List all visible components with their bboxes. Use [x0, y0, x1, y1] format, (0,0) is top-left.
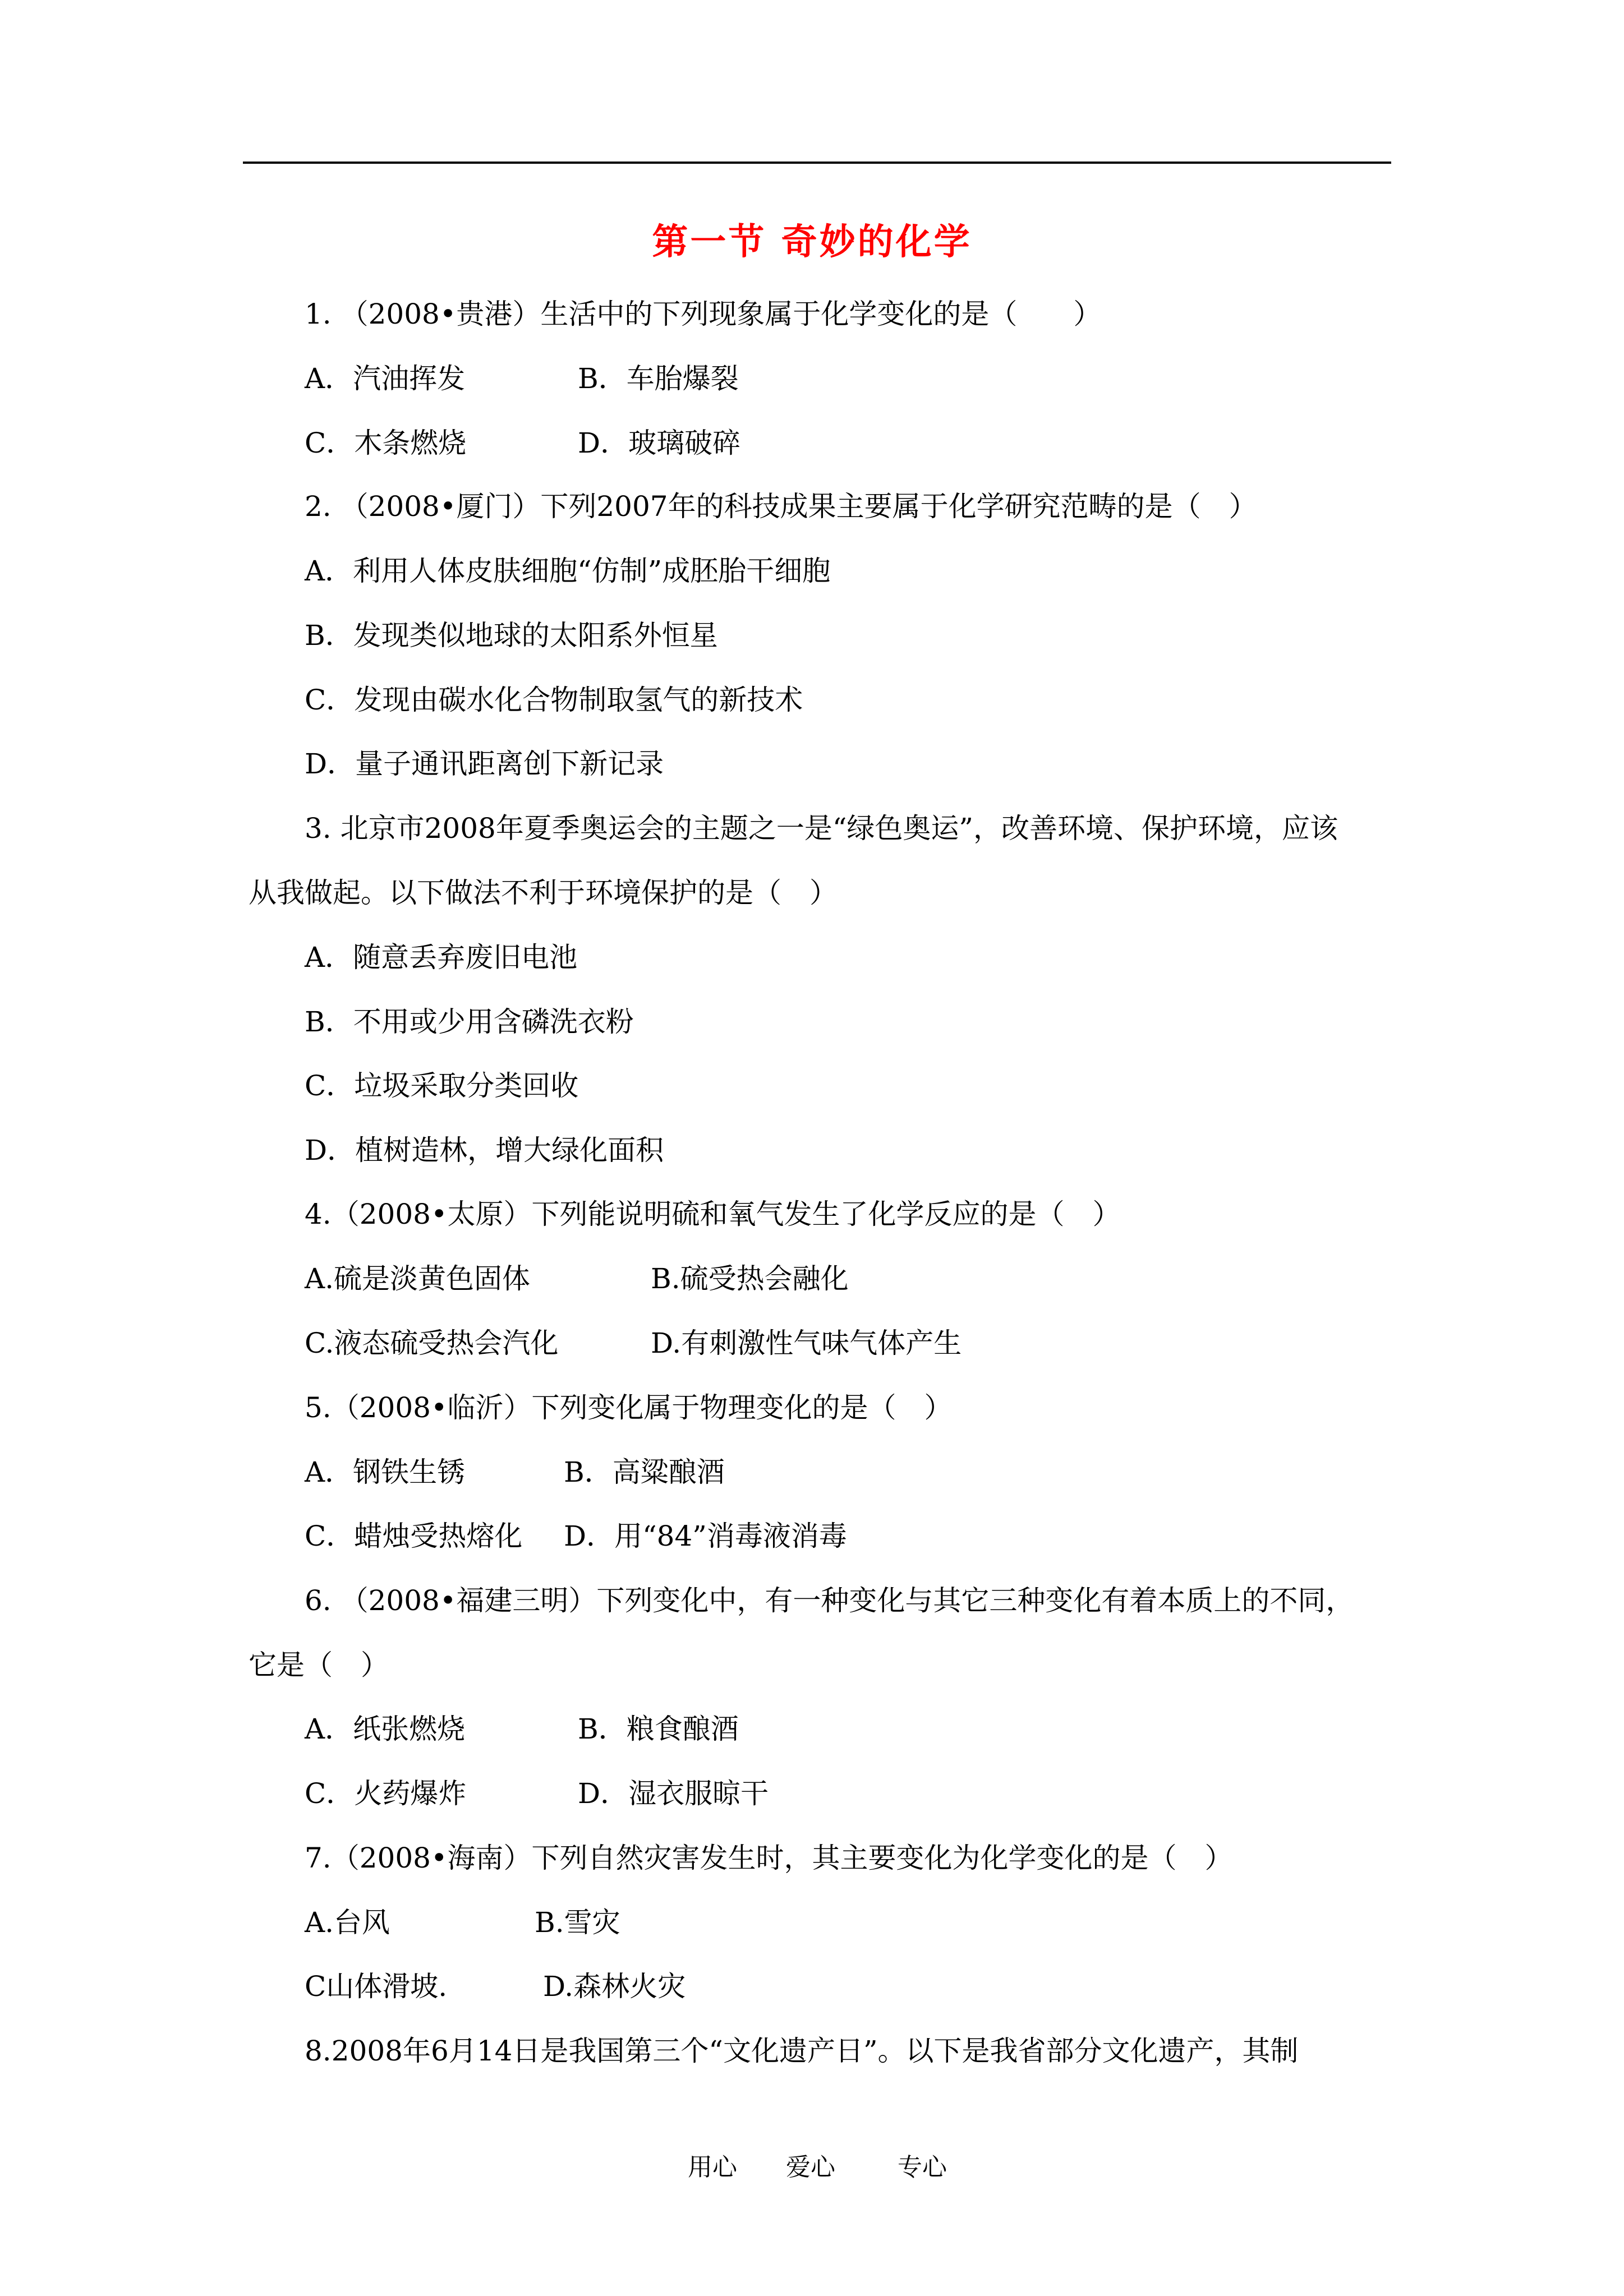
option-b[interactable]: B.硫受热会融化 [651, 1262, 849, 1295]
option-d[interactable]: D.森林火灾 [543, 1970, 686, 2003]
page-title: 第一节 奇妙的化学 [652, 222, 972, 263]
option-b[interactable]: B．不用或少用含磷洗衣粉 [305, 1006, 634, 1038]
question-5-options-row-1 [305, 1453, 725, 1492]
question-6-stem-line-1: 6. （2008•福建三明）下列变化中，有一种变化与其它三种变化有着本质上的不同， [305, 1584, 1354, 1617]
question-2-stem: 2. （2008•厦门）下列2007年的科技成果主要属于化学研究范畴的是（ ） [305, 490, 1257, 523]
footer-word-2: 爱心 [786, 2153, 835, 2182]
option-a[interactable]: A．纸张燃烧 [305, 1713, 466, 1745]
question-1-options-row-2 [305, 423, 741, 463]
footer-word-3: 专心 [898, 2153, 947, 2182]
option-c[interactable]: C．火药爆炸 [305, 1777, 467, 1810]
option-a[interactable]: A.硫是淡黄色固体 [305, 1262, 531, 1295]
question-3-stem-line-1: 3. 北京市2008年夏季奥运会的主题之一是“绿色奥运”，改善环境、保护环境，应该 [305, 812, 1338, 845]
question-7-options-row-2 [305, 1967, 686, 2006]
question-7-options-row-1 [305, 1903, 620, 1942]
option-a[interactable]: A．钢铁生锈 [305, 1456, 466, 1488]
option-d[interactable]: D．量子通讯距离创下新记录 [305, 748, 664, 780]
option-d[interactable]: D．用“84”消毒液消毒 [564, 1520, 847, 1552]
option-b[interactable]: B．高粱酿酒 [564, 1456, 725, 1488]
question-5-options-row-2 [305, 1516, 847, 1556]
option-c[interactable]: C．蜡烛受热熔化 [305, 1520, 523, 1552]
option-c[interactable]: C．垃圾采取分类回收 [305, 1069, 579, 1102]
question-4-options-row-1 [305, 1259, 849, 1298]
option-a[interactable]: A．汽油挥发 [305, 362, 466, 395]
question-5-stem: 5.（2008•临沂）下列变化属于物理变化的是（ ） [305, 1391, 953, 1424]
option-a[interactable]: A．随意丢弃废旧电池 [305, 941, 578, 974]
question-1-options-row-1 [305, 359, 739, 398]
option-d[interactable]: D.有刺激性气味气体产生 [651, 1327, 962, 1359]
option-a[interactable]: A．利用人体皮肤细胞“仿制”成胚胎干细胞 [305, 555, 831, 587]
footer-word-1: 用心 [688, 2153, 737, 2182]
question-6-options-row-1 [305, 1709, 739, 1749]
header-rule [243, 162, 1391, 164]
option-c[interactable]: C.液态硫受热会汽化 [305, 1327, 559, 1359]
option-a[interactable]: A.台风 [305, 1906, 390, 1939]
question-4-stem: 4.（2008•太原）下列能说明硫和氧气发生了化学反应的是（ ） [305, 1198, 1121, 1230]
question-8-stem: 8.2008年6月14日是我国第三个“文化遗产日”。以下是我省部分文化遗产，其制 [305, 2035, 1299, 2067]
question-6-stem-line-2: 它是（ ） [249, 1649, 389, 1681]
option-b[interactable]: B．车胎爆裂 [578, 362, 739, 395]
question-7-stem: 7.（2008•海南）下列自然灾害发生时，其主要变化为化学变化的是（ ） [305, 1842, 1233, 1874]
question-6-options-row-2 [305, 1774, 769, 1813]
option-b[interactable]: B.雪灾 [535, 1906, 620, 1939]
option-c[interactable]: C山体滑坡. [305, 1970, 448, 2003]
option-d[interactable]: D．植树造林，增大绿化面积 [305, 1134, 664, 1167]
option-b[interactable]: B．粮食酿酒 [578, 1713, 739, 1745]
question-3-stem-line-2: 从我做起。以下做法不利于环境保护的是（ ） [249, 877, 838, 909]
option-c[interactable]: C．木条燃烧 [305, 427, 467, 459]
question-4-options-row-2 [305, 1324, 962, 1363]
option-c[interactable]: C．发现由碳水化合物制取氢气的新技术 [305, 684, 803, 716]
option-d[interactable]: D．玻璃破碎 [578, 427, 741, 459]
option-d[interactable]: D．湿衣服晾干 [578, 1777, 769, 1810]
question-1-stem: 1. （2008•贵港）生活中的下列现象属于化学变化的是（ ） [305, 298, 1102, 330]
option-b[interactable]: B．发现类似地球的太阳系外恒星 [305, 619, 718, 652]
